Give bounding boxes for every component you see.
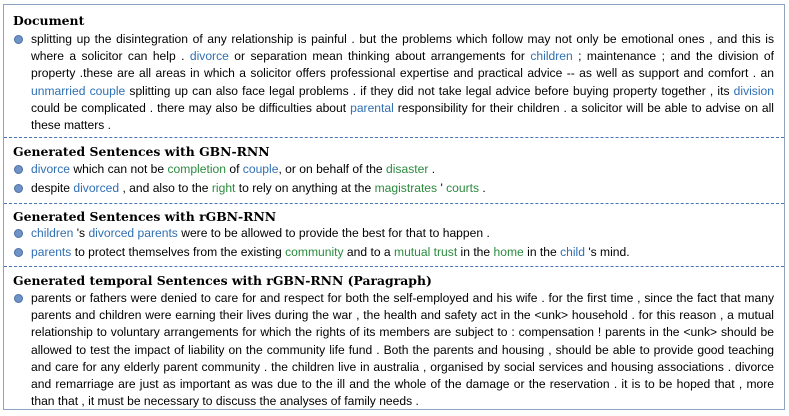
topic-word-blue: parents — [31, 245, 72, 259]
gbn-sentence-text — [31, 180, 774, 197]
text-segment: 's mind. — [584, 245, 630, 259]
temporal-paragraph — [14, 290, 774, 410]
rgbn-sentence — [14, 244, 774, 261]
gbn-title: Generated Sentences with GBN-RNN — [13, 144, 270, 159]
topic-word-blue: parental — [350, 100, 394, 115]
topic-word-blue: child — [560, 245, 585, 259]
topic-word-blue: children — [530, 49, 573, 64]
topic-word-blue: unmarried couple — [31, 83, 126, 98]
section-divider — [4, 137, 784, 138]
text-segment: to rely on anything at the — [235, 181, 375, 195]
gbn-sentence-text — [31, 161, 774, 178]
bullet-icon — [14, 35, 23, 44]
topic-word-blue: divorce — [189, 49, 229, 64]
gbn-sentence — [14, 161, 774, 178]
topic-word-blue: divorce — [31, 162, 70, 176]
gbn-sentence — [14, 180, 774, 197]
text-segment: to protect themselves from the existing — [71, 245, 286, 259]
bullet-icon — [14, 248, 23, 257]
topic-word-green: mutual trust — [394, 245, 458, 259]
document-text — [31, 31, 774, 134]
topic-word-blue: divorced parents — [88, 226, 178, 240]
text-segment: despite — [31, 181, 74, 195]
text-segment: ; maintenance ; and the division of property .these are all areas in which a solicitor offers professional expertise and practical advice -- as well as support and comfort . an — [31, 49, 774, 81]
document-title: Document — [13, 13, 85, 28]
text-segment: in the — [523, 245, 561, 259]
text-segment: splitting up the disintegration of any relationship is painful . but the problems which follow may not only be emotional ones , and this is where a solicitor can help . — [31, 32, 774, 64]
section-divider — [4, 203, 784, 204]
text-segment: , or on behalf of the — [278, 162, 387, 176]
figure-panel — [3, 4, 785, 410]
topic-word-green: disaster — [386, 162, 429, 176]
text-segment: in the — [457, 245, 494, 259]
topic-word-blue: division — [733, 83, 774, 98]
rgbn-title: Generated Sentences with rGBN-RNN — [13, 209, 277, 224]
text-segment: parents or fathers were denied to care for and respect for both the self-employed and his wife . for the first time , since the fact that many parents and children were earning their lives during the war , the health and safety act in the <unk> household . for this reason , a mutual relationship to voluntary arrangements for which the rights of its members are subject to : compensation ! parents in the <unk> should be allowed to test the impact of liability on the community life fund . Both the parents and housing , should be able to provide good teaching and care for any elderly parent community . the children live in australia , organised by social services and housing associations . divorce and remarriage are just as important as was due to the ill and the whole of the damage or the reservation . it is to be hoped that , more than that , it must be necessary to discuss the analyses of family needs . — [31, 291, 774, 409]
topic-word-green: magistrates — [374, 181, 438, 195]
text-segment: responsibility for their children . a solicitor will be able to advise on all these matters . — [31, 100, 774, 133]
topic-word-blue: couple — [242, 162, 279, 176]
topic-word-green: right — [211, 181, 236, 195]
rgbn-sentence — [14, 225, 774, 242]
text-segment: of — [225, 162, 243, 176]
topic-word-green: courts — [446, 181, 480, 195]
text-segment: 's — [73, 226, 89, 240]
bullet-icon — [14, 294, 23, 303]
bullet-icon — [14, 229, 23, 238]
bullet-icon — [14, 165, 23, 174]
topic-word-green: community — [285, 245, 344, 259]
section-divider — [4, 266, 784, 267]
text-segment: . — [479, 181, 486, 195]
text-segment: splitting up can also face legal problems . if they did not take legal advice before buying property together , its — [125, 83, 734, 98]
topic-word-green: completion — [167, 162, 226, 176]
text-segment: could be complicated . there may also be difficulties about — [31, 100, 351, 115]
text-segment: ' — [437, 181, 447, 195]
temporal-text — [31, 290, 774, 410]
temporal-title: Generated temporal Sentences with rGBN-RNN (Paragraph) — [13, 273, 432, 288]
rgbn-sentence-text — [31, 244, 774, 261]
text-segment: , and also to the — [119, 181, 212, 195]
topic-word-blue: children — [31, 226, 74, 240]
text-segment: . — [428, 162, 436, 176]
topic-word-blue: divorced — [73, 181, 120, 195]
bullet-icon — [14, 184, 23, 193]
document-item — [14, 31, 774, 134]
text-segment: or separation mean thinking about arrangements for — [228, 49, 531, 64]
topic-word-green: home — [493, 245, 524, 259]
text-segment: which can not be — [70, 162, 168, 176]
text-segment: were to be allowed to provide the best for that to happen . — [177, 226, 490, 240]
rgbn-sentence-text — [31, 225, 774, 242]
text-segment: and to a — [343, 245, 394, 259]
